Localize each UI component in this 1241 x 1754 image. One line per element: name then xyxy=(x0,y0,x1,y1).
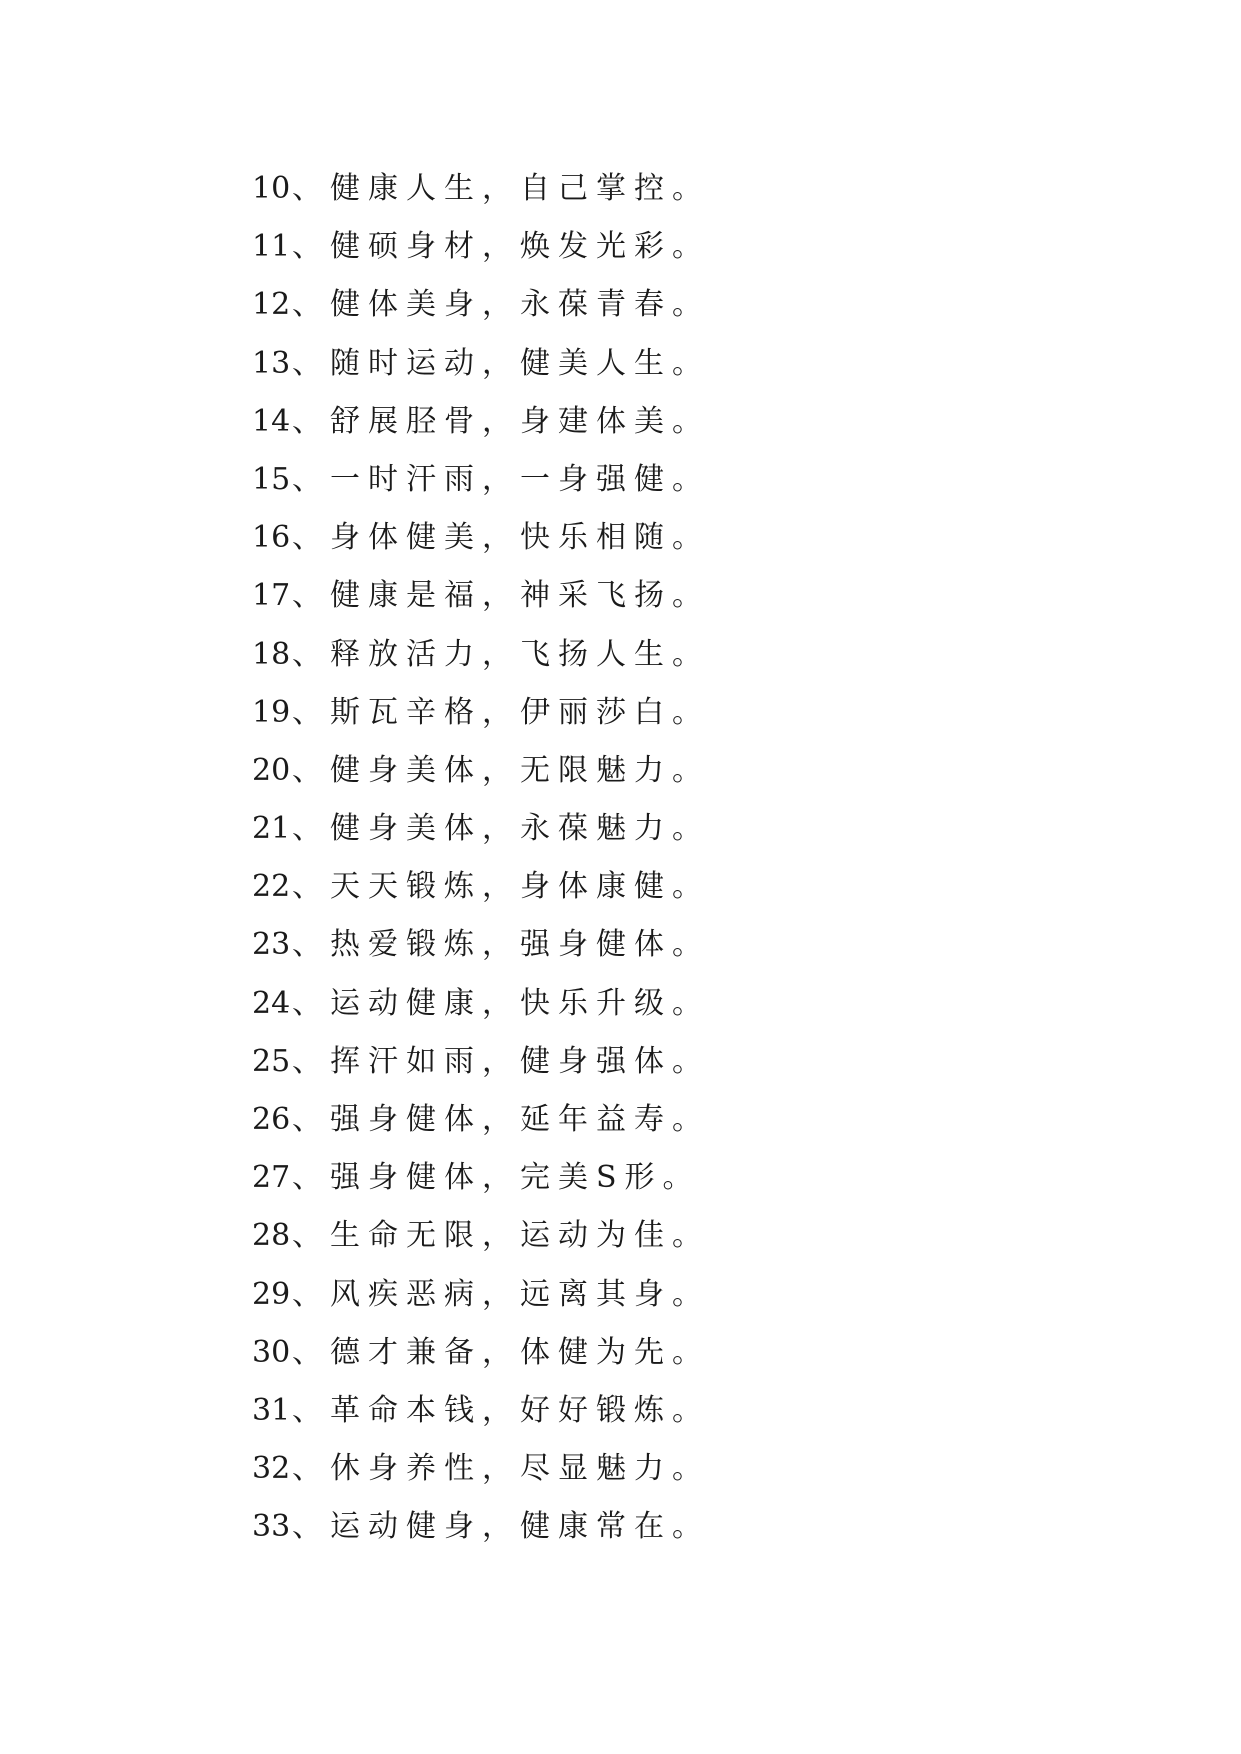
item-text: 风疾恶病，远离其身。 xyxy=(330,1276,710,1312)
item-number: 26 xyxy=(252,1102,291,1137)
list-item xyxy=(252,1382,710,1440)
item-separator: 、 xyxy=(292,287,330,323)
item-text: 一时汗雨，一身强健。 xyxy=(330,461,710,497)
list-item xyxy=(252,858,710,916)
item-separator: 、 xyxy=(292,636,330,672)
item-number: 16 xyxy=(252,520,291,556)
item-separator: 、 xyxy=(292,752,330,788)
item-separator: 、 xyxy=(292,811,330,847)
item-number: 12 xyxy=(252,287,291,323)
list-item xyxy=(252,509,710,567)
list-item xyxy=(252,1091,710,1149)
item-separator: 、 xyxy=(292,869,330,905)
item-number: 11 xyxy=(252,229,291,265)
item-text: 健康人生，自己掌控。 xyxy=(330,171,710,206)
item-separator: 、 xyxy=(292,1218,330,1254)
item-separator: 、 xyxy=(292,171,330,206)
item-number: 15 xyxy=(252,461,291,497)
item-separator: 、 xyxy=(292,927,330,963)
item-text: 强身健体，延年益寿。 xyxy=(330,1102,710,1137)
item-number: 25 xyxy=(252,1043,291,1079)
item-number: 10 xyxy=(252,171,291,206)
item-text: 身体健美，快乐相随。 xyxy=(330,520,710,556)
list-item xyxy=(252,1324,710,1382)
item-number: 31 xyxy=(252,1392,291,1428)
item-separator: 、 xyxy=(292,461,330,497)
item-separator: 、 xyxy=(292,694,330,730)
item-text: 德才兼备，体健为先。 xyxy=(330,1334,710,1370)
item-number: 17 xyxy=(252,578,291,614)
item-text: 运动健身，健康常在。 xyxy=(330,1509,710,1545)
item-text: 释放活力，飞扬人生。 xyxy=(330,636,710,672)
item-number: 18 xyxy=(252,636,291,672)
list-item xyxy=(252,975,710,1033)
item-separator: 、 xyxy=(292,229,330,265)
item-text: 热爱锻炼，强身健体。 xyxy=(330,927,710,963)
item-text: 随时运动，健美人生。 xyxy=(330,345,710,381)
list-item xyxy=(252,160,710,218)
item-number: 29 xyxy=(252,1276,291,1312)
item-text: 舒展胫骨，身建体美。 xyxy=(330,403,710,439)
item-separator: 、 xyxy=(292,1392,330,1428)
item-number: 33 xyxy=(252,1509,291,1545)
slogan-list xyxy=(252,160,710,1557)
list-item xyxy=(252,1440,710,1498)
item-text: 生命无限，运动为佳。 xyxy=(330,1218,710,1254)
list-item xyxy=(252,800,710,858)
list-item xyxy=(252,742,710,800)
item-separator: 、 xyxy=(292,985,330,1021)
item-separator: 、 xyxy=(292,1276,330,1312)
item-text: 斯瓦辛格，伊丽莎白。 xyxy=(330,694,710,730)
item-separator: 、 xyxy=(292,578,330,614)
item-text: 健身美体，永葆魅力。 xyxy=(330,811,710,847)
item-number: 13 xyxy=(252,345,291,381)
item-separator: 、 xyxy=(292,1334,330,1370)
item-text: 健硕身材，焕发光彩。 xyxy=(330,229,710,265)
item-text: 健体美身，永葆青春。 xyxy=(330,287,710,323)
list-item xyxy=(252,1266,710,1324)
list-item xyxy=(252,276,710,334)
list-item xyxy=(252,567,710,625)
item-text: 运动健康，快乐升级。 xyxy=(330,985,710,1021)
item-separator: 、 xyxy=(292,520,330,556)
item-number: 28 xyxy=(252,1218,291,1254)
item-text: 天天锻炼，身体康健。 xyxy=(330,869,710,905)
item-number: 21 xyxy=(252,811,291,847)
item-number: 19 xyxy=(252,694,291,730)
list-item xyxy=(252,335,710,393)
item-separator: 、 xyxy=(292,1451,330,1487)
item-number: 30 xyxy=(252,1334,291,1370)
list-item xyxy=(252,1149,710,1207)
item-number: 32 xyxy=(252,1451,291,1487)
list-item xyxy=(252,393,710,451)
item-separator: 、 xyxy=(292,403,330,439)
item-separator: 、 xyxy=(292,1043,330,1079)
item-number: 24 xyxy=(252,985,291,1021)
list-item xyxy=(252,1498,710,1556)
item-text: 休身养性，尽显魅力。 xyxy=(330,1451,710,1487)
item-text: 革命本钱，好好锻炼。 xyxy=(330,1392,710,1428)
list-item xyxy=(252,218,710,276)
item-number: 14 xyxy=(252,403,291,439)
item-text: 健身美体，无限魅力。 xyxy=(330,752,710,788)
list-item xyxy=(252,1207,710,1265)
item-separator: 、 xyxy=(292,1102,330,1137)
item-separator: 、 xyxy=(292,345,330,381)
list-item xyxy=(252,451,710,509)
item-separator: 、 xyxy=(292,1160,330,1196)
item-text: 挥汗如雨，健身强体。 xyxy=(330,1043,710,1079)
item-number: 23 xyxy=(252,927,291,963)
item-number: 27 xyxy=(252,1160,291,1196)
item-number: 22 xyxy=(252,869,291,905)
list-item xyxy=(252,1033,710,1091)
item-number: 20 xyxy=(252,752,291,788)
item-separator: 、 xyxy=(292,1509,330,1545)
list-item xyxy=(252,916,710,974)
list-item xyxy=(252,684,710,742)
item-text: 强身健体，完美S形。 xyxy=(330,1160,701,1196)
item-text: 健康是福，神采飞扬。 xyxy=(330,578,710,614)
list-item xyxy=(252,626,710,684)
